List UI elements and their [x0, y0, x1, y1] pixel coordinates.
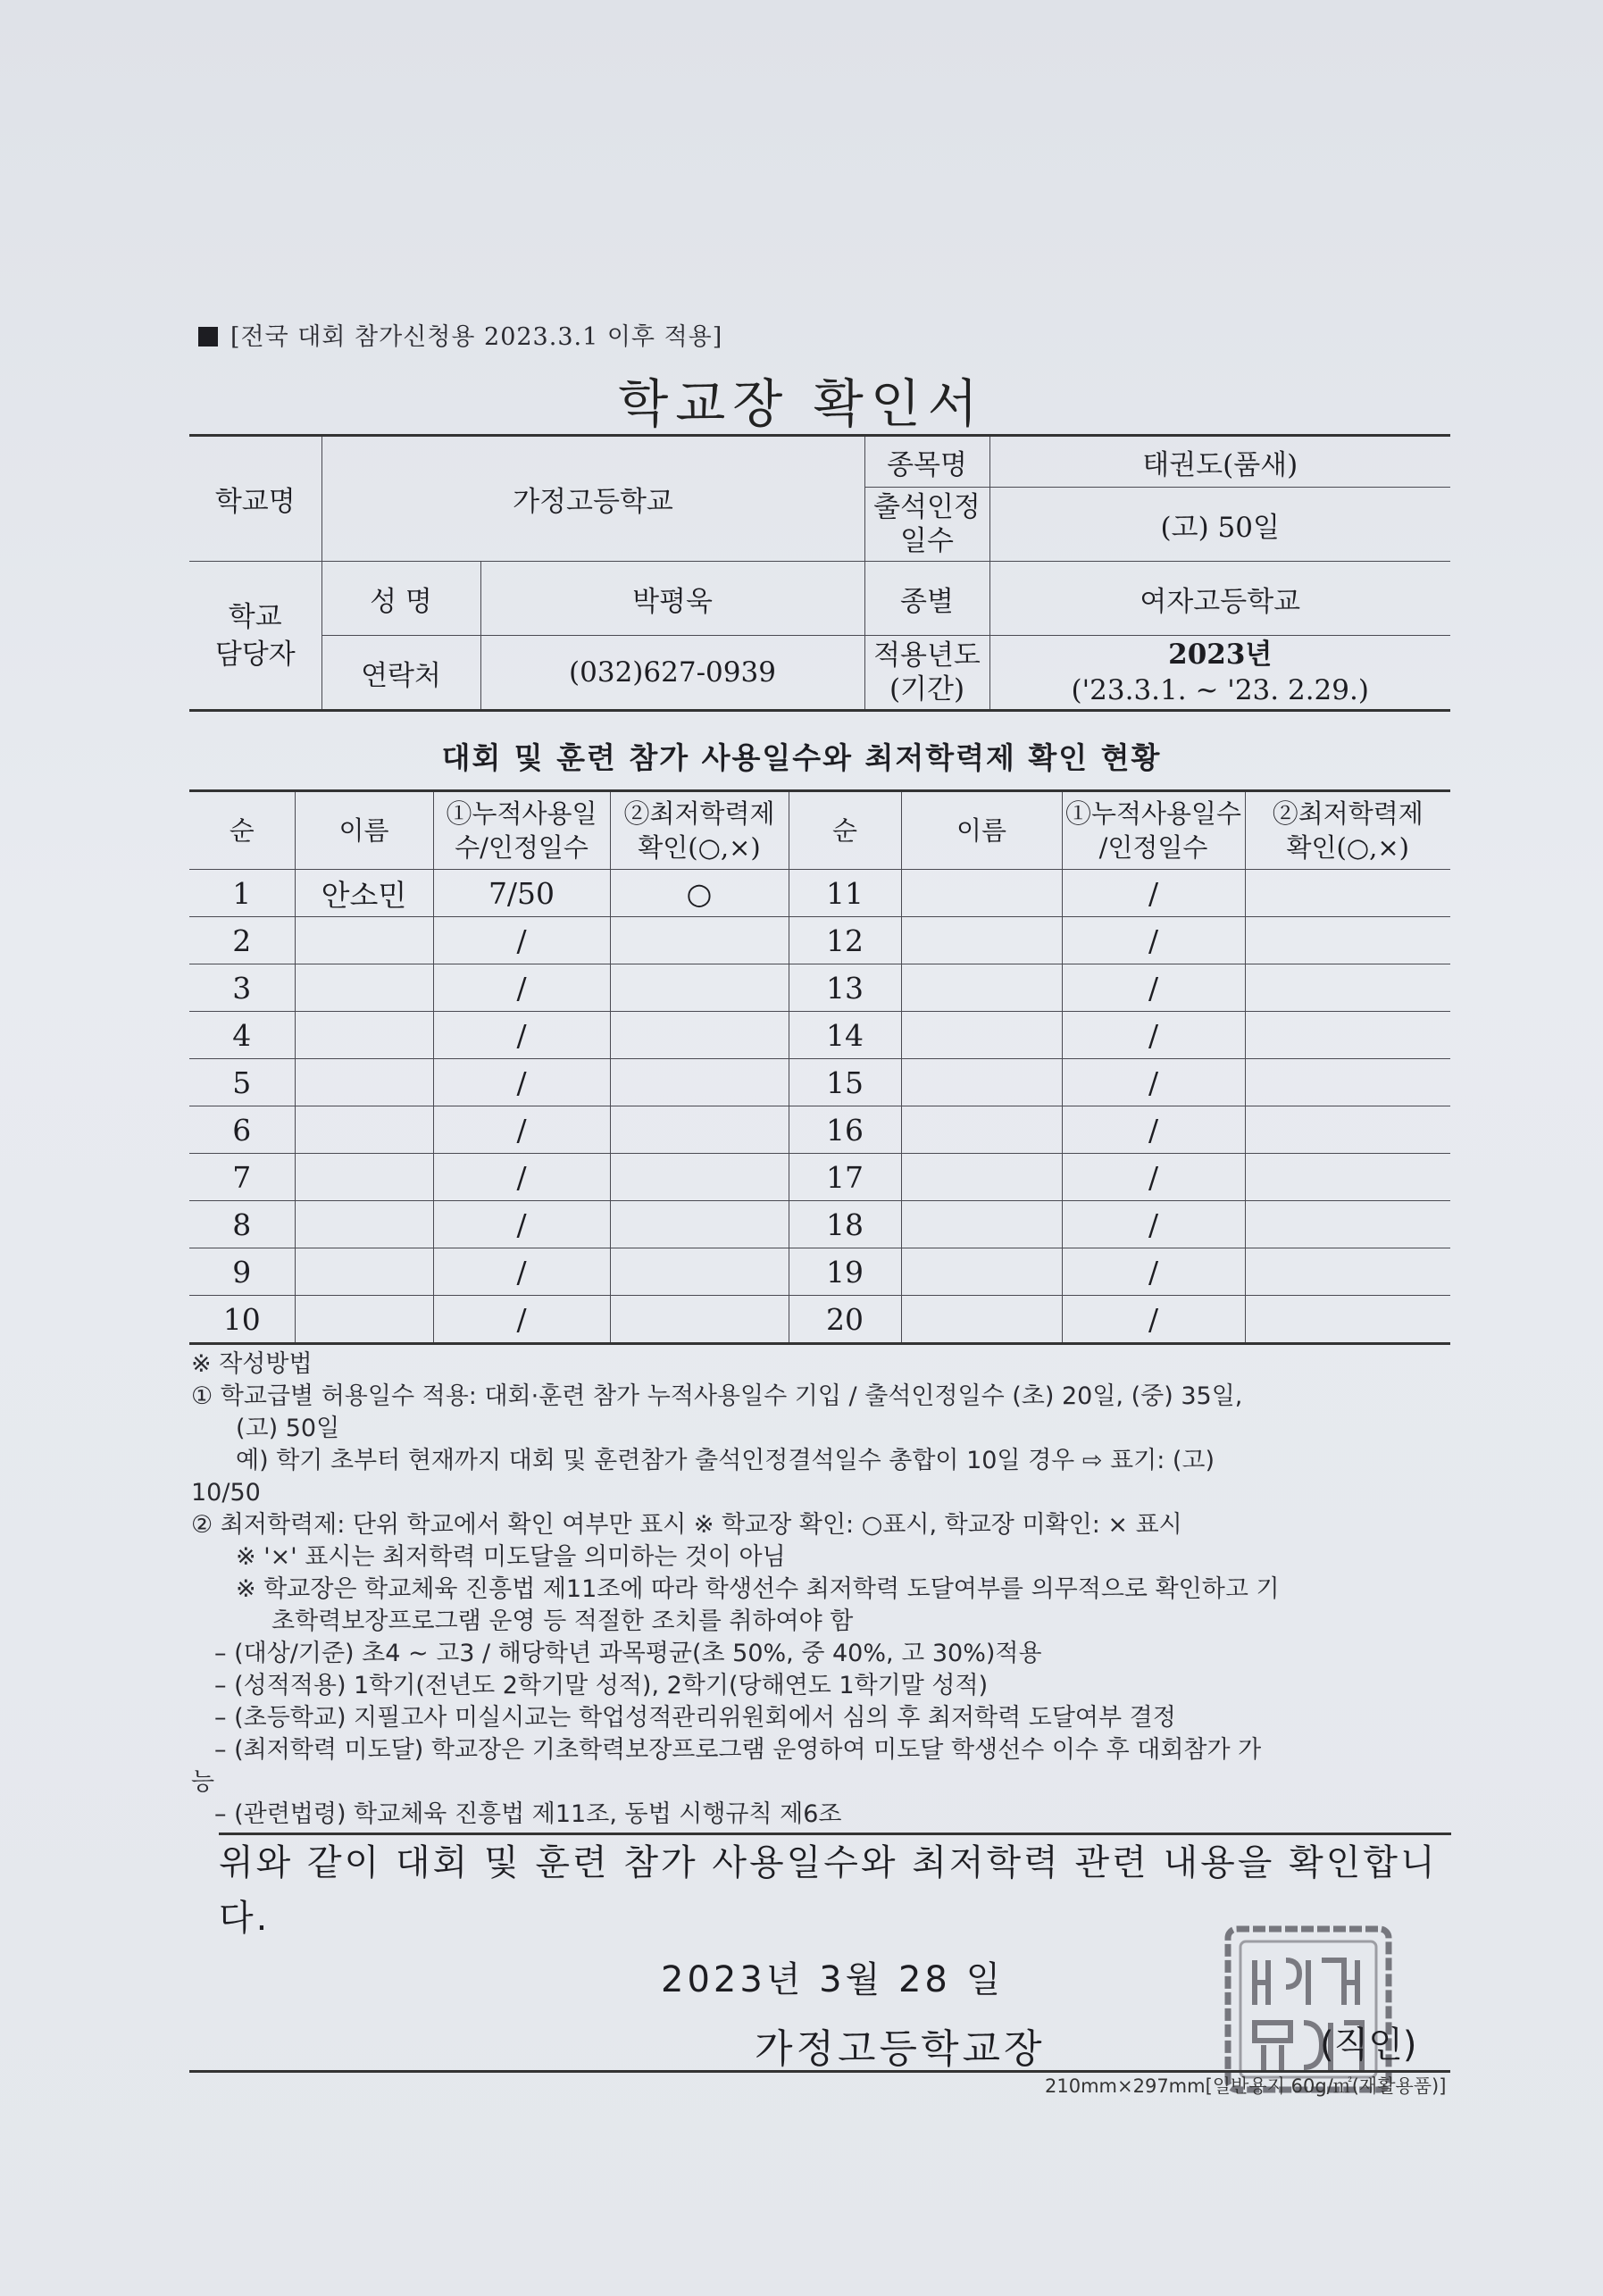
row-min-2 — [1245, 1248, 1450, 1296]
form-usage-note — [198, 317, 722, 352]
document-title: 학교장 확인서 — [618, 373, 985, 434]
contact-value: (032)627-0939 — [480, 636, 864, 711]
type-value: 여자고등학교 — [989, 562, 1450, 636]
row-name — [295, 1201, 433, 1248]
row-min — [610, 1201, 789, 1248]
row-name — [295, 1248, 433, 1296]
note-2d: 초학력보장프로그램 운영 등 적절한 조치를 취하여야 함 — [271, 1607, 854, 1635]
row-no: 10 — [189, 1296, 295, 1344]
name-value: 박평욱 — [480, 562, 864, 636]
manager-label — [189, 562, 321, 711]
school-name-value: 가정고등학교 — [321, 436, 864, 562]
row-min-2 — [1245, 1059, 1450, 1106]
note-dash-1: – (대상/기준) 초4 ~ 고3 / 해당학년 과목평균(초 50%, 중 40%, 고 30%)적용 — [214, 1640, 1042, 1667]
form-usage-note-text: [전국 대회 참가신청용 2023.3.1 이후 적용] — [230, 323, 723, 351]
row-no: 6 — [189, 1106, 295, 1154]
row-min — [610, 1154, 789, 1201]
confirmation-line2: 다. — [219, 1898, 271, 1939]
row-no: 1 — [189, 870, 295, 917]
instructions-heading: ※ 작성방법 — [191, 1350, 313, 1378]
row-name-2 — [901, 1059, 1062, 1106]
row-days-2: / — [1062, 870, 1245, 917]
row-no: 7 — [189, 1154, 295, 1201]
row-days-2: / — [1062, 917, 1245, 964]
row-days: 7/50 — [433, 870, 610, 917]
attendance-label-line1: 출석인정 — [873, 491, 981, 523]
row-days: / — [433, 1154, 610, 1201]
row-name-2 — [901, 917, 1062, 964]
row-days-2: / — [1062, 1012, 1245, 1059]
row-name: 안소민 — [295, 870, 433, 917]
row-no-2: 12 — [789, 917, 901, 964]
note-1c: 예) 학기 초부터 현재까지 대회 및 훈련참가 출석인정결석일수 총합이 10일 경우 ⇨ 표기: (고) — [236, 1447, 1215, 1474]
row-no-2: 19 — [789, 1248, 901, 1296]
row-name-2 — [901, 1296, 1062, 1344]
row-name — [295, 917, 433, 964]
row-min — [610, 1296, 789, 1344]
table-row — [189, 964, 1450, 1012]
row-min-2 — [1245, 964, 1450, 1012]
row-no: 4 — [189, 1012, 295, 1059]
row-days: / — [433, 1012, 610, 1059]
table-row — [189, 1012, 1450, 1059]
row-no-2: 15 — [789, 1059, 901, 1106]
row-name-2 — [901, 1012, 1062, 1059]
row-days: / — [433, 1296, 610, 1344]
row-name-2 — [901, 1154, 1062, 1201]
row-min-2 — [1245, 1012, 1450, 1059]
row-name — [295, 1106, 433, 1154]
period-text: ('23.3.1. ~ '23. 2.29.) — [1071, 674, 1369, 706]
principal-title: 가정고등학교장 — [755, 2026, 1046, 2072]
row-days: / — [433, 1248, 610, 1296]
header-min-2 — [1245, 791, 1450, 870]
manager-label-line1: 학교 — [228, 600, 282, 633]
row-no: 9 — [189, 1248, 295, 1296]
row-days-2: / — [1062, 1106, 1245, 1154]
row-min — [610, 1248, 789, 1296]
note-dash-5: – (관련법령) 학교체육 진흥법 제11조, 동법 시행규칙 제6조 — [214, 1800, 842, 1828]
header-days-line2: 수/인정일수 — [455, 832, 589, 863]
row-days-2: / — [1062, 1201, 1245, 1248]
header-name: 이름 — [295, 791, 433, 870]
row-min-2 — [1245, 870, 1450, 917]
row-min-2 — [1245, 1201, 1450, 1248]
header-days-2-line2: /인정일수 — [1098, 832, 1208, 863]
row-name-2 — [901, 1248, 1062, 1296]
table-row — [189, 1059, 1450, 1106]
year-label — [864, 636, 989, 711]
row-min: ○ — [610, 870, 789, 917]
row-min-2 — [1245, 1154, 1450, 1201]
row-days: / — [433, 964, 610, 1012]
contact-label: 연락처 — [321, 636, 480, 711]
instructions — [191, 1348, 1450, 1831]
row-no-2: 18 — [789, 1201, 901, 1248]
row-no: 5 — [189, 1059, 295, 1106]
row-name-2 — [901, 1106, 1062, 1154]
row-no: 3 — [189, 964, 295, 1012]
row-no-2: 11 — [789, 870, 901, 917]
header-days-line1: ①누적사용일 — [446, 798, 597, 829]
table-row — [189, 1201, 1450, 1248]
row-min-2 — [1245, 1296, 1450, 1344]
row-name-2 — [901, 1201, 1062, 1248]
attendance-value: (고) 50일 — [989, 488, 1450, 562]
row-days: / — [433, 917, 610, 964]
roster-table — [189, 789, 1450, 1345]
row-min — [610, 964, 789, 1012]
note-1a: ① 학교급별 허용일수 적용: 대회·훈련 참가 누적사용일수 기입 / 출석인정일수 (초) 20일, (중) 35일, — [191, 1382, 1243, 1410]
header-no-2: 순 — [789, 791, 901, 870]
year-label-line1: 적용년도 — [873, 639, 981, 672]
note-dash-2: – (성적적용) 1학기(전년도 2학기말 성적), 2학기(당해연도 1학기말 성적) — [214, 1672, 989, 1699]
seal-label: (직인) — [1320, 2025, 1417, 2066]
header-no: 순 — [189, 791, 295, 870]
note-2c: ※ 학교장은 학교체육 진흥법 제11조에 따라 학생선수 최저학력 도달여부를 의무적으로 확인하고 기 — [236, 1575, 1280, 1603]
square-bullet-icon — [198, 327, 218, 346]
row-no-2: 16 — [789, 1106, 901, 1154]
note-1b: (고) 50일 — [236, 1415, 340, 1442]
year-label-line2: (기간) — [889, 673, 965, 705]
row-min — [610, 1059, 789, 1106]
table-row — [189, 870, 1450, 917]
row-days: / — [433, 1106, 610, 1154]
row-days: / — [433, 1201, 610, 1248]
table-row — [189, 917, 1450, 964]
confirmation-line1: 위와 같이 대회 및 훈련 참가 사용일수와 최저학력 관련 내용을 확인합니 — [219, 1842, 1438, 1883]
note-dash-3: – (초등학교) 지필고사 미실시교는 학업성적관리위원회에서 심의 후 최저학력 도달여부 결정 — [214, 1704, 1176, 1732]
header-min-2-line1: ②최저학력제 — [1272, 798, 1423, 829]
row-days-2: / — [1062, 1248, 1245, 1296]
year-text: 2023년 — [1168, 639, 1273, 671]
header-days-2 — [1062, 791, 1245, 870]
note-2b: ※ '×' 표시는 최저학력 미도달을 의미하는 것이 아님 — [236, 1543, 786, 1571]
header-days — [433, 791, 610, 870]
row-no-2: 13 — [789, 964, 901, 1012]
row-days-2: / — [1062, 1059, 1245, 1106]
header-min — [610, 791, 789, 870]
note-1d: 10/50 — [191, 1479, 261, 1507]
header-min-line2: 확인(○,×) — [638, 832, 761, 863]
row-min — [610, 1012, 789, 1059]
table-row — [189, 1296, 1450, 1344]
note-dash-4a: – (최저학력 미도달) 학교장은 기초학력보장프로그램 운영하여 미도달 학생선수 이수 후 대회참가 가 — [214, 1736, 1262, 1764]
note-dash-4b: 능 — [191, 1768, 215, 1796]
table-row — [189, 1248, 1450, 1296]
row-name — [295, 1059, 433, 1106]
year-value — [989, 636, 1450, 711]
header-min-2-line2: 확인(○,×) — [1286, 832, 1409, 863]
row-name — [295, 1012, 433, 1059]
header-days-2-line1: ①누적사용일수 — [1064, 798, 1242, 829]
event-value: 태권도(품새) — [989, 436, 1450, 488]
row-no-2: 14 — [789, 1012, 901, 1059]
section-title: 대회 및 훈련 참가 사용일수와 최저학력제 확인 현황 — [441, 740, 1162, 775]
row-min-2 — [1245, 917, 1450, 964]
row-days-2: / — [1062, 964, 1245, 1012]
header-name-2: 이름 — [901, 791, 1062, 870]
row-min — [610, 1106, 789, 1154]
table-row — [189, 1154, 1450, 1201]
attendance-label-line2: 일수 — [900, 525, 954, 557]
table-row — [189, 1106, 1450, 1154]
manager-label-line2: 담당자 — [214, 638, 296, 671]
type-label: 종별 — [864, 562, 989, 636]
row-days-2: / — [1062, 1296, 1245, 1344]
row-days-2: / — [1062, 1154, 1245, 1201]
event-label: 종목명 — [864, 436, 989, 488]
paper-spec: 210mm×297mm[일반용지 60g/㎡(재활용품)] — [1045, 2075, 1447, 2097]
row-name-2 — [901, 964, 1062, 1012]
row-name-2 — [901, 870, 1062, 917]
header-min-line1: ②최저학력제 — [623, 798, 775, 829]
name-label: 성 명 — [321, 562, 480, 636]
row-days: / — [433, 1059, 610, 1106]
attendance-label — [864, 488, 989, 562]
note-2a: ② 최저학력제: 단위 학교에서 확인 여부만 표시 ※ 학교장 확인: ○표시, 학교장 미확인: × 표시 — [191, 1511, 1182, 1539]
school-info-table — [189, 434, 1450, 712]
row-name — [295, 964, 433, 1012]
row-no-2: 17 — [789, 1154, 901, 1201]
row-name — [295, 1154, 433, 1201]
school-name-label: 학교명 — [189, 436, 321, 562]
row-name — [295, 1296, 433, 1344]
row-no-2: 20 — [789, 1296, 901, 1344]
row-min — [610, 917, 789, 964]
row-no: 2 — [189, 917, 295, 964]
row-min-2 — [1245, 1106, 1450, 1154]
issue-date: 2023년 3월 28 일 — [661, 1959, 1005, 2000]
row-no: 8 — [189, 1201, 295, 1248]
